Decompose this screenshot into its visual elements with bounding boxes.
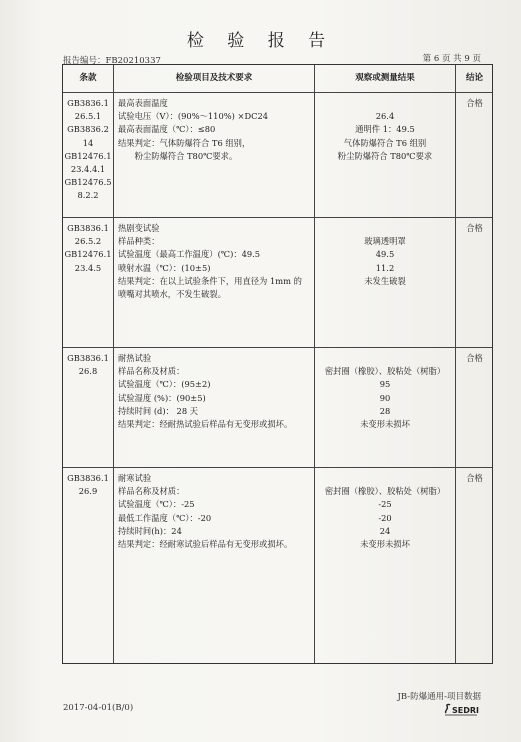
requirement-line: 耐热试验 (118, 353, 152, 363)
row-divider (63, 467, 492, 468)
result-line: 24 (379, 525, 391, 536)
header-divider (63, 92, 492, 93)
clause-line: 26.5.2 (74, 236, 102, 247)
clause-line: 26.9 (78, 486, 98, 497)
row-divider (63, 217, 492, 218)
requirement-line: 喷射水温（℃）：(10±5) (118, 262, 211, 273)
requirement-line: 样品名称及材质： (118, 366, 185, 377)
requirement-line: 耐寒试验 (118, 473, 152, 483)
requirement-line: 试验温度（最高工作温度）(℃)：49.5 (118, 249, 261, 260)
clause-line: 26.5.1 (74, 111, 102, 122)
requirement-line: 试验湿度 (%)：(90±5) (118, 392, 206, 403)
requirement-line: 持续时间(h)：24 (118, 525, 182, 536)
clause-line: GB3836.2 (67, 124, 109, 135)
requirement-line: 试验电压（V）：(90%～110%) ×DC24 (118, 111, 268, 122)
conclusion-badge: 合格 (466, 473, 483, 483)
requirement-line: 最高表面温度（℃）：≤80 (118, 124, 216, 135)
clause-line: 23.4.5 (74, 262, 102, 273)
result-line (315, 222, 455, 235)
result-line: -25 (378, 499, 392, 510)
result-line (315, 97, 455, 110)
result-line: 26.4 (375, 111, 395, 122)
requirement-line: 粉尘防爆符合 T80℃要求。 (118, 150, 238, 161)
result-line: 未变形未损坏 (360, 419, 410, 430)
result-line: 未变形未损坏 (360, 539, 410, 550)
requirement-line: 样品种类： (118, 236, 160, 247)
result-line: 28 (379, 405, 391, 416)
requirement-line: 最高表面温度 (118, 98, 168, 108)
clause-line: 23.4.4.1 (70, 164, 106, 175)
footer-date-code: 2017-04-01(B/0) (63, 703, 134, 713)
clause-line: GB3836.1 (67, 473, 109, 483)
clause-line: GB3836.1 (67, 353, 109, 363)
clause-line: GB3836.1 (67, 98, 109, 108)
column-header-clause: 条款 (79, 73, 97, 83)
clause-line: GB12476.5 (64, 177, 112, 188)
table-row-requirements (118, 472, 292, 551)
result-line: 玻璃透明罩 (364, 236, 406, 247)
column-header-conclusion: 结论 (465, 73, 483, 83)
table-row-results (315, 352, 455, 431)
requirement-line: 试验温度（℃）：(95±2) (118, 379, 211, 390)
result-line: -20 (378, 512, 392, 523)
requirement-line: 最低工作温度（℃）：-20 (118, 512, 212, 523)
clause-line: 14 (82, 137, 94, 148)
conclusion-badge: 合格 (466, 98, 483, 108)
requirement-line: 样品名称及材质： (118, 486, 185, 497)
sedri-logo-icon (443, 702, 479, 716)
requirement-line: 结果判定：气体防爆符合 T6 组别， (118, 137, 251, 148)
table-row-results (315, 222, 455, 288)
table-row-results (315, 472, 455, 551)
column-divider (113, 65, 114, 663)
requirement-line: 热剧变试验 (118, 223, 160, 233)
result-line: 49.5 (375, 249, 395, 260)
footer-tag: JB-防爆通用-项目数据 (397, 692, 481, 702)
result-line: 11.2 (375, 262, 395, 273)
clause-line: 26.8 (78, 366, 98, 377)
table-row-clause (63, 472, 113, 498)
column-header-requirements: 检验项目及技术要求 (175, 73, 253, 83)
table-row-requirements (118, 352, 292, 431)
result-line: 通明件 1：49.5 (355, 124, 415, 135)
result-line: 气体防爆符合 T6 组别 (343, 137, 427, 148)
clause-line: GB12476.1 (64, 150, 112, 161)
requirement-line: 结果判定：在以上试验条件下，用直径为 1mm 的 (118, 275, 302, 286)
inspection-table (62, 64, 493, 664)
conclusion-badge: 合格 (466, 353, 483, 363)
result-line: 95 (379, 379, 391, 390)
requirement-line: 试验温度（℃）：-25 (118, 499, 195, 510)
table-row-requirements (118, 222, 302, 301)
column-header-results: 观察或测量结果 (355, 73, 415, 83)
table-row-requirements (118, 97, 268, 163)
logo-text: SEDRI (452, 706, 479, 715)
row-divider (63, 347, 492, 348)
page-indicator: 第 6 页 共 9 页 (422, 54, 481, 64)
requirement-line: 结果判定：经耐寒试验后样品有无变形或损坏。 (118, 539, 293, 550)
result-line: 密封圈（橡胶）、胶粘处（树脂） (324, 366, 446, 377)
clause-line: GB3836.1 (67, 223, 109, 233)
requirement-line: 持续时间 (d)： 28 天 (118, 405, 199, 416)
table-row-clause (63, 222, 113, 275)
requirement-line: 结果判定：经耐热试验后样品有无变形或损坏。 (118, 419, 293, 430)
table-row-clause (63, 97, 113, 203)
result-line: 粉尘防爆符合 T80℃要求 (337, 150, 433, 161)
requirement-line: 喷嘴对其喷水，不发生破裂。 (118, 289, 226, 300)
result-line (315, 352, 455, 365)
table-row-results (315, 97, 455, 163)
clause-line: GB12476.1 (64, 249, 112, 260)
clause-line: 8.2.2 (77, 190, 99, 201)
result-line: 未发生破裂 (364, 275, 406, 286)
result-line: 密封圈（橡胶）、胶粘处（树脂） (324, 486, 446, 497)
conclusion-badge: 合格 (466, 223, 483, 233)
result-line (315, 472, 455, 485)
result-line: 90 (379, 392, 391, 403)
report-number: 报告编号：FB20210337 (63, 56, 161, 66)
page-title: 检 验 报 告 (186, 31, 335, 51)
table-row-clause (63, 352, 113, 378)
